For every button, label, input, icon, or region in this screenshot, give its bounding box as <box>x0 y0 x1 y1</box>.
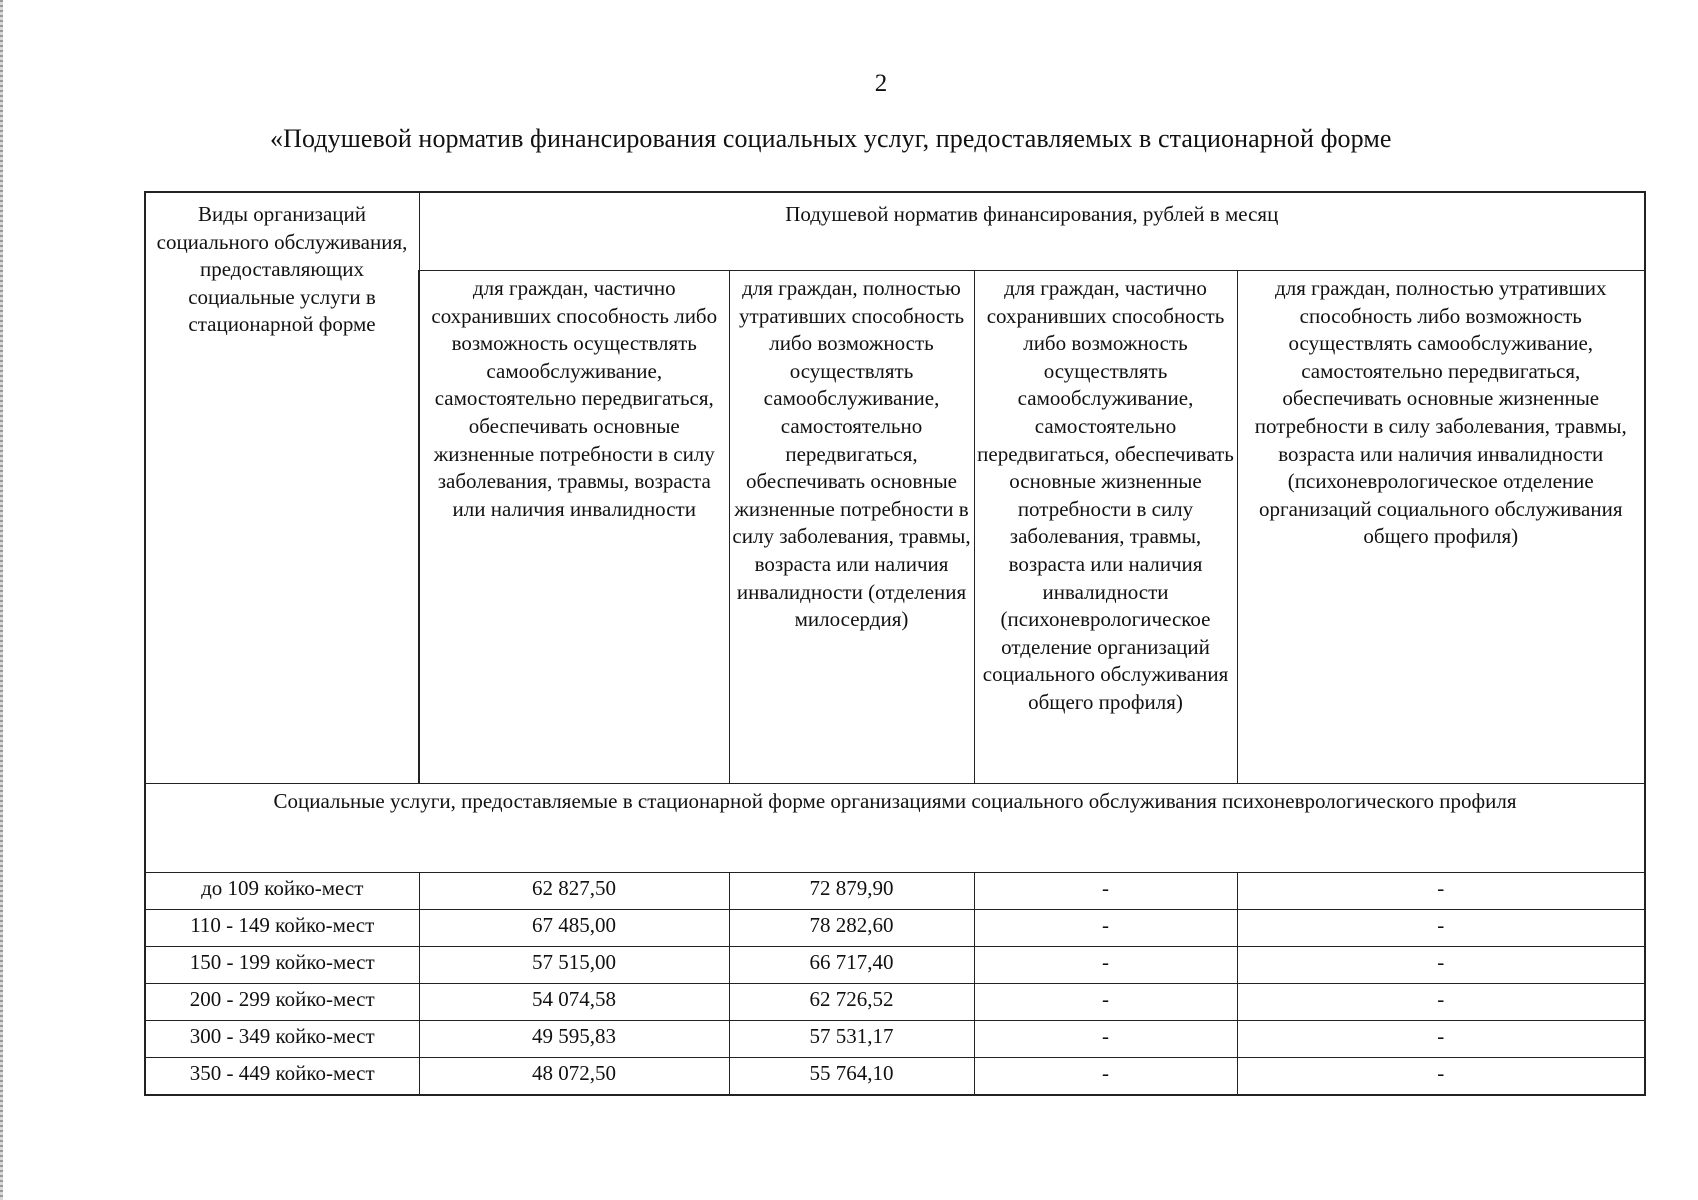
table-cell: - <box>974 1058 1237 1096</box>
table-cell: - <box>974 984 1237 1021</box>
table-row <box>145 873 1645 910</box>
table-row <box>145 1021 1645 1058</box>
table-cell: 66 717,40 <box>729 947 974 984</box>
row-label: 110 - 149 койко-мест <box>145 910 419 947</box>
table-cell: 72 879,90 <box>729 873 974 910</box>
row-label: до 109 койко-мест <box>145 873 419 910</box>
document-title: «Подушевой норматив финансирования социальных услуг, предоставляемых в стационарной форме <box>270 124 1392 153</box>
row-label: 300 - 349 койко-мест <box>145 1021 419 1058</box>
table-row <box>145 947 1645 984</box>
row-label: 150 - 199 койко-мест <box>145 947 419 984</box>
norm-table <box>144 191 1646 1096</box>
table-cell: 55 764,10 <box>729 1058 974 1096</box>
table-cell: - <box>974 947 1237 984</box>
page-number: 2 <box>874 70 888 97</box>
table-cell: 62 827,50 <box>419 873 729 910</box>
column-header: для граждан, частично сохранивших способность либо возможность осуществлять самообслуживание, самостоятельно передвигаться, обеспечивать основные жизненные потребности в силу заболевания, травмы, возраста или наличия инвалидности <box>419 271 729 784</box>
table-cell: 49 595,83 <box>419 1021 729 1058</box>
table-cell: - <box>974 873 1237 910</box>
table-cell: - <box>1237 984 1645 1021</box>
scan-edge <box>0 0 3 1200</box>
table-cell: 78 282,60 <box>729 910 974 947</box>
column-header: для граждан, частично сохранивших способность либо возможность осуществлять самообслуживание, самостоятельно передвигаться, обеспечивать основные жизненные потребности в силу заболевания, травмы, возраста или наличия инвалидности (психоневрологическое отделение организаций социального обслуживания общего профиля) <box>974 271 1237 784</box>
org-type-header: Виды организаций социального обслуживания, предоставляющих социальные услуги в стационарной форме <box>145 192 419 784</box>
table-cell: - <box>1237 1021 1645 1058</box>
table-cell: 57 515,00 <box>419 947 729 984</box>
table-cell: - <box>974 910 1237 947</box>
table-cell: - <box>1237 910 1645 947</box>
table-header-row <box>145 192 1645 271</box>
column-header: для граждан, полностью утративших способность либо возможность осуществлять самообслуживание, самостоятельно передвигаться, обеспечивать основные жизненные потребности в силу заболевания, травмы, возраста или наличия инвалидности (психоневрологическое отделение организаций социального обслуживания общего профиля) <box>1237 271 1645 784</box>
table-cell: - <box>974 1021 1237 1058</box>
table-cell: - <box>1237 873 1645 910</box>
table-cell: 48 072,50 <box>419 1058 729 1096</box>
norm-header: Подушевой норматив финансирования, рублей в месяц <box>419 192 1645 271</box>
table-row <box>145 910 1645 947</box>
row-label: 200 - 299 койко-мест <box>145 984 419 1021</box>
section-title: Социальные услуги, предоставляемые в стационарной форме организациями социального обслуживания психоневрологического профиля <box>145 784 1645 873</box>
column-header: для граждан, полностью утративших способность либо возможность осуществлять самообслуживание, самостоятельно передвигаться, обеспечивать основные жизненные потребности в силу заболевания, травмы, возраста или наличия инвалидности (отделения милосердия) <box>729 271 974 784</box>
table-cell: - <box>1237 947 1645 984</box>
table-cell: 57 531,17 <box>729 1021 974 1058</box>
table-cell: 62 726,52 <box>729 984 974 1021</box>
table-cell: - <box>1237 1058 1645 1096</box>
table-row <box>145 1058 1645 1096</box>
table-row <box>145 984 1645 1021</box>
row-label: 350 - 449 койко-мест <box>145 1058 419 1096</box>
table-cell: 67 485,00 <box>419 910 729 947</box>
table-cell: 54 074,58 <box>419 984 729 1021</box>
section-row <box>145 784 1645 873</box>
